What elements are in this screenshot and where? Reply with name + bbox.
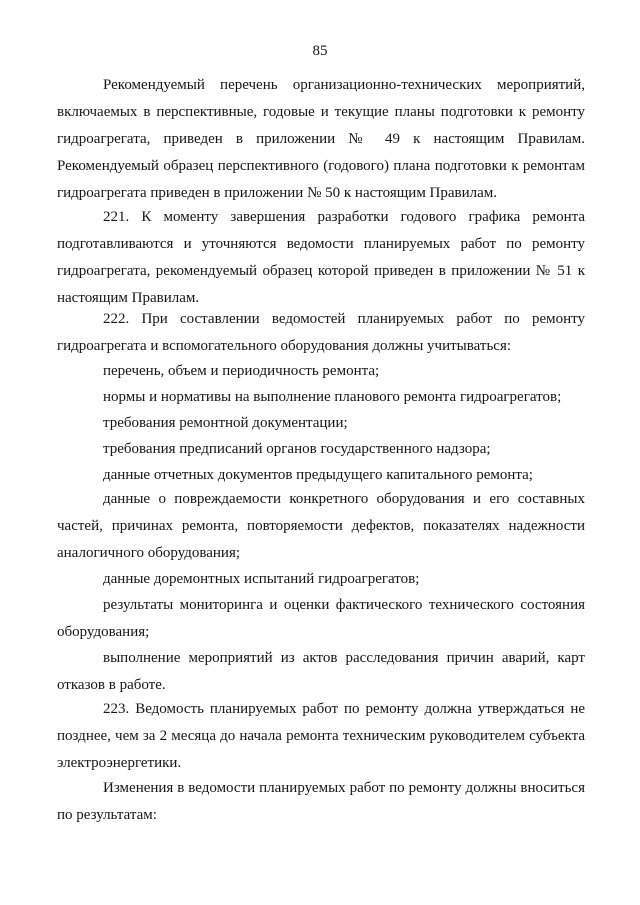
list-item-damage-data: данные о повреждаемости конкретного оборудования и его составных частей, причинах ремонта, повторяемости дефектов, показателях надежности аналогичного оборудования; — [57, 491, 585, 561]
paragraph-changes: Изменения в ведомости планируемых работ по ремонту должны вноситься по результатам: — [57, 780, 585, 823]
paragraph-223: 223. Ведомость планируемых работ по ремонту должна утверждаться не позднее, чем за 2 месяца до начала ремонта техническим руководителем субъекта электроэнергетики. — [57, 701, 585, 771]
list-item-scope: перечень, объем и периодичность ремонта; — [103, 363, 380, 379]
list-item-pre-repair-tests: данные доремонтных испытаний гидроагрегатов; — [103, 571, 420, 587]
list-item-norms: нормы и нормативы на выполнение планового ремонта гидроагрегатов; — [103, 389, 562, 405]
paragraph-intro: Рекомендуемый перечень организационно-технических мероприятий, включаемых в перспективные, годовые и текущие планы подготовки к ремонту гидроагрегата, приведен в приложении № 49 к настоящим Правилам. Рекомендуемый образец перспективного (годового) плана подготовки к ремонтам гидроагрегата приведен в приложении № 50 к настоящим Правилам. — [57, 77, 585, 201]
list-item-supervision: требования предписаний органов государственного надзора; — [103, 441, 491, 457]
paragraph-221: 221. К моменту завершения разработки годового графика ремонта подготавливаются и уточняются ведомости планируемых работ по ремонту гидроагрегата, рекомендуемый образец которой приведен в приложении № 51 к настоящим Правилам. — [57, 209, 585, 306]
list-item-accident-measures: выполнение мероприятий из актов расследования причин аварий, карт отказов в работе. — [57, 650, 585, 693]
list-item-repair-docs: требования ремонтной документации; — [103, 415, 348, 431]
page-number: 85 — [312, 43, 328, 59]
list-item-previous-repair: данные отчетных документов предыдущего капитального ремонта; — [103, 467, 533, 483]
list-item-monitoring: результаты мониторинга и оценки фактического технического состояния оборудования; — [57, 597, 585, 640]
paragraph-222: 222. При составлении ведомостей планируемых работ по ремонту гидроагрегата и вспомогательного оборудования должны учитываться: — [57, 311, 585, 354]
